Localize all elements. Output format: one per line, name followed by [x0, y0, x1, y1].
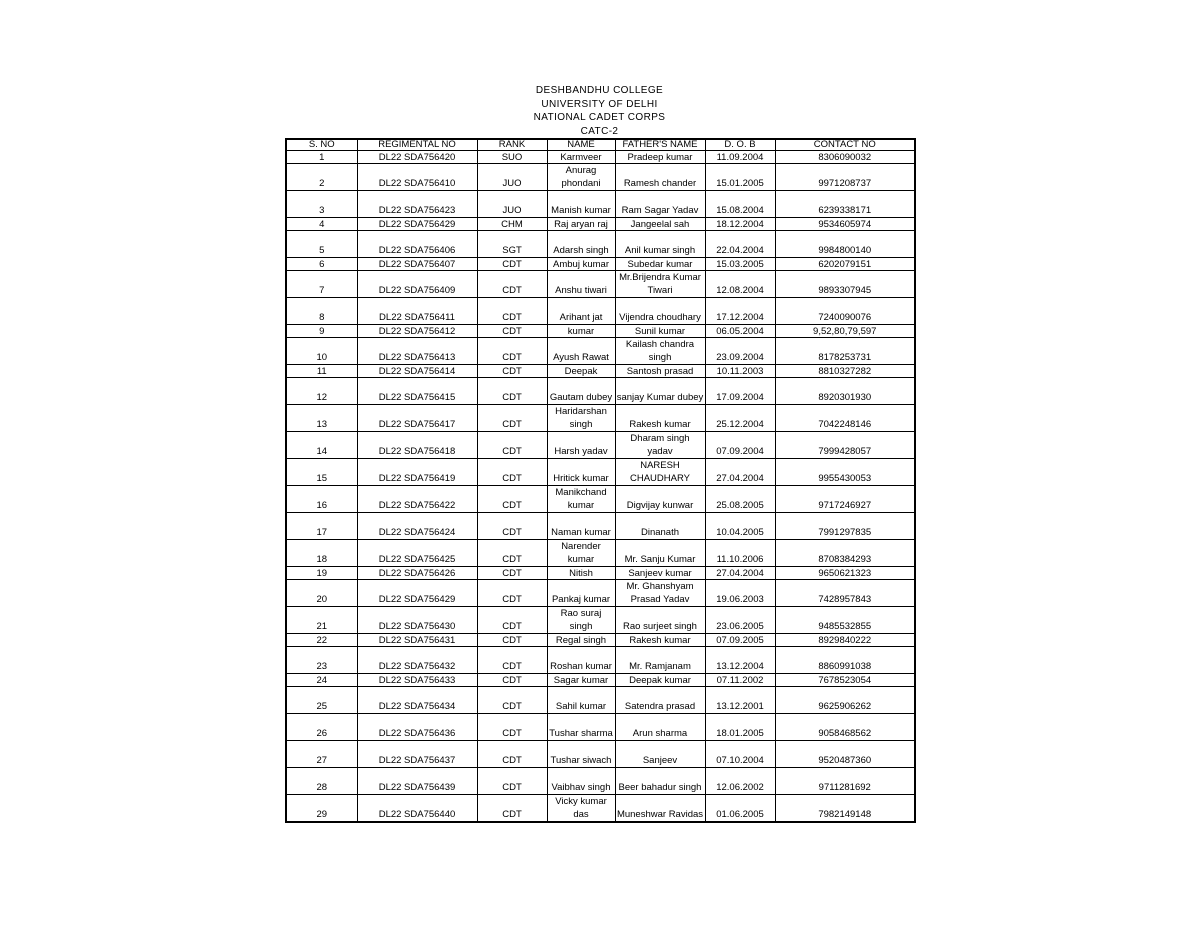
rank-cell: CDT — [477, 768, 547, 795]
fathers-name-cell: Anil kumar singh — [615, 231, 705, 258]
regimental-number-cell: DL22 SDA756418 — [357, 432, 477, 459]
contact-number-cell: 8860991038 — [775, 647, 915, 674]
date-of-birth-cell: 13.12.2001 — [705, 687, 775, 714]
regimental-number-cell: DL22 SDA756413 — [357, 338, 477, 365]
fathers-name-cell: Sanjeev kumar — [615, 567, 705, 580]
rank-cell: JUO — [477, 191, 547, 218]
fathers-name-cell: Rakesh kumar — [615, 405, 705, 432]
fathers-name-cell: Subedar kumar — [615, 258, 705, 271]
cadet-name-cell: Deepak — [547, 365, 615, 378]
rank-cell: CDT — [477, 338, 547, 365]
table-row — [286, 378, 915, 405]
table-row — [286, 191, 915, 218]
contact-number-cell: 8178253731 — [775, 338, 915, 365]
fathers-name-cell: Mr. Ghanshyam Prasad Yadav — [615, 580, 705, 607]
serial-number-cell: 22 — [286, 634, 357, 647]
camp-name: CATC-2 — [580, 125, 619, 137]
fathers-name-cell: sanjay Kumar dubey — [615, 378, 705, 405]
college-name: DESHBANDHU COLLEGE — [535, 85, 664, 96]
contact-number-cell: 9,52,80,79,597 — [775, 325, 915, 338]
fathers-name-cell: Beer bahadur singh — [615, 768, 705, 795]
table-row — [286, 634, 915, 647]
cadet-name-cell: Regal singh — [547, 634, 615, 647]
fathers-name-cell: Satendra prasad — [615, 687, 705, 714]
cadet-name-cell: Anurag phondani — [547, 164, 615, 191]
fathers-name-cell: Muneshwar Ravidas — [615, 795, 705, 823]
table-row — [286, 768, 915, 795]
date-of-birth-cell: 17.09.2004 — [705, 378, 775, 405]
rank-cell: CDT — [477, 634, 547, 647]
fathers-name-cell: Deepak kumar — [615, 674, 705, 687]
regimental-number-cell: DL22 SDA756424 — [357, 513, 477, 540]
contact-number-cell: 9717246927 — [775, 486, 915, 513]
fathers-name-cell: Sanjeev — [615, 741, 705, 768]
university-name: UNIVERSITY OF DELHI — [541, 98, 658, 110]
fathers-name-cell: Digvijay kunwar — [615, 486, 705, 513]
cadet-name-cell: Naman kumar — [547, 513, 615, 540]
contact-number-cell: 7999428057 — [775, 432, 915, 459]
rank-cell: CDT — [477, 567, 547, 580]
table-row — [286, 795, 915, 823]
cadet-name-cell: Harsh yadav — [547, 432, 615, 459]
contact-number-cell: 9485532855 — [775, 607, 915, 634]
fathers-name-cell: NARESH CHAUDHARY — [615, 459, 705, 486]
serial-number-cell: 27 — [286, 741, 357, 768]
date-of-birth-cell: 01.06.2005 — [705, 795, 775, 823]
column-header-fathers-name: FATHER'S NAME — [615, 139, 705, 151]
serial-number-cell: 11 — [286, 365, 357, 378]
fathers-name-cell: Kailash chandra singh — [615, 338, 705, 365]
fathers-name-cell: Vijendra choudhary — [615, 298, 705, 325]
rank-cell: CDT — [477, 687, 547, 714]
cadet-name-cell: Vicky kumar das — [547, 795, 615, 823]
date-of-birth-cell: 12.06.2002 — [705, 768, 775, 795]
serial-number-cell: 6 — [286, 258, 357, 271]
table-row — [286, 607, 915, 634]
contact-number-cell: 9520487360 — [775, 741, 915, 768]
date-of-birth-cell: 11.09.2004 — [705, 151, 775, 164]
table-row — [286, 513, 915, 540]
serial-number-cell: 28 — [286, 768, 357, 795]
cadet-name-cell: Manish kumar — [547, 191, 615, 218]
document-header — [285, 84, 914, 138]
rank-cell: CDT — [477, 271, 547, 298]
column-header-name: NAME — [547, 139, 615, 151]
date-of-birth-cell: 18.12.2004 — [705, 218, 775, 231]
regimental-number-cell: DL22 SDA756419 — [357, 459, 477, 486]
table-row — [286, 687, 915, 714]
regimental-number-cell: DL22 SDA756410 — [357, 164, 477, 191]
column-header-dob: D. O. B — [705, 139, 775, 151]
serial-number-cell: 19 — [286, 567, 357, 580]
date-of-birth-cell: 10.04.2005 — [705, 513, 775, 540]
serial-number-cell: 15 — [286, 459, 357, 486]
date-of-birth-cell: 22.04.2004 — [705, 231, 775, 258]
regimental-number-cell: DL22 SDA756433 — [357, 674, 477, 687]
fathers-name-cell: Sunil kumar — [615, 325, 705, 338]
cadet-name-cell: Roshan kumar — [547, 647, 615, 674]
serial-number-cell: 2 — [286, 164, 357, 191]
rank-cell: JUO — [477, 164, 547, 191]
fathers-name-cell: Mr. Sanju Kumar — [615, 540, 705, 567]
contact-number-cell: 9971208737 — [775, 164, 915, 191]
regimental-number-cell: DL22 SDA756434 — [357, 687, 477, 714]
fathers-name-cell: Pradeep kumar — [615, 151, 705, 164]
rank-cell: CDT — [477, 795, 547, 823]
contact-number-cell: 9650621323 — [775, 567, 915, 580]
regimental-number-cell: DL22 SDA756425 — [357, 540, 477, 567]
date-of-birth-cell: 19.06.2003 — [705, 580, 775, 607]
cadet-name-cell: Tushar siwach — [547, 741, 615, 768]
rank-cell: CDT — [477, 378, 547, 405]
fathers-name-cell: Ramesh chander — [615, 164, 705, 191]
cadet-name-cell: Adarsh singh — [547, 231, 615, 258]
rank-cell: CDT — [477, 258, 547, 271]
table-row — [286, 271, 915, 298]
fathers-name-cell: Mr. Ramjanam — [615, 647, 705, 674]
serial-number-cell: 24 — [286, 674, 357, 687]
serial-number-cell: 14 — [286, 432, 357, 459]
serial-number-cell: 20 — [286, 580, 357, 607]
contact-number-cell: 9534605974 — [775, 218, 915, 231]
serial-number-cell: 17 — [286, 513, 357, 540]
serial-number-cell: 18 — [286, 540, 357, 567]
date-of-birth-cell: 15.03.2005 — [705, 258, 775, 271]
cadet-name-cell: Sahil kumar — [547, 687, 615, 714]
rank-cell: CDT — [477, 486, 547, 513]
date-of-birth-cell: 15.01.2005 — [705, 164, 775, 191]
regimental-number-cell: DL22 SDA756436 — [357, 714, 477, 741]
date-of-birth-cell: 11.10.2006 — [705, 540, 775, 567]
cadet-name-cell: Hritick kumar — [547, 459, 615, 486]
date-of-birth-cell: 25.12.2004 — [705, 405, 775, 432]
date-of-birth-cell: 07.09.2005 — [705, 634, 775, 647]
date-of-birth-cell: 27.04.2004 — [705, 567, 775, 580]
contact-number-cell: 7428957843 — [775, 580, 915, 607]
cadet-name-cell: Raj aryan raj — [547, 218, 615, 231]
regimental-number-cell: DL22 SDA756431 — [357, 634, 477, 647]
cadet-name-cell: Manikchand kumar — [547, 486, 615, 513]
serial-number-cell: 12 — [286, 378, 357, 405]
date-of-birth-cell: 13.12.2004 — [705, 647, 775, 674]
date-of-birth-cell: 15.08.2004 — [705, 191, 775, 218]
table-row — [286, 741, 915, 768]
contact-number-cell: 9711281692 — [775, 768, 915, 795]
rank-cell: CDT — [477, 741, 547, 768]
date-of-birth-cell: 27.04.2004 — [705, 459, 775, 486]
date-of-birth-cell: 07.10.2004 — [705, 741, 775, 768]
table-row — [286, 325, 915, 338]
date-of-birth-cell: 07.11.2002 — [705, 674, 775, 687]
regimental-number-cell: DL22 SDA756437 — [357, 741, 477, 768]
column-header-contact-no: CONTACT NO — [775, 139, 915, 151]
regimental-number-cell: DL22 SDA756430 — [357, 607, 477, 634]
table-row — [286, 338, 915, 365]
fathers-name-cell: Arun sharma — [615, 714, 705, 741]
serial-number-cell: 23 — [286, 647, 357, 674]
table-row — [286, 580, 915, 607]
cadet-name-cell: Arihant jat — [547, 298, 615, 325]
contact-number-cell: 6239338171 — [775, 191, 915, 218]
regimental-number-cell: DL22 SDA756439 — [357, 768, 477, 795]
date-of-birth-cell: 18.01.2005 — [705, 714, 775, 741]
table-row — [286, 540, 915, 567]
header-row — [286, 139, 915, 151]
cadet-name-cell: Ayush Rawat — [547, 338, 615, 365]
rank-cell: CDT — [477, 674, 547, 687]
regimental-number-cell: DL22 SDA756420 — [357, 151, 477, 164]
contact-number-cell: 7991297835 — [775, 513, 915, 540]
table-row — [286, 231, 915, 258]
regimental-number-cell: DL22 SDA756417 — [357, 405, 477, 432]
cadet-name-cell: Pankaj kumar — [547, 580, 615, 607]
column-header-sno: S. NO — [286, 139, 357, 151]
rank-cell: CDT — [477, 540, 547, 567]
cadet-name-cell: Anshu tiwari — [547, 271, 615, 298]
contact-number-cell: 7042248146 — [775, 405, 915, 432]
table-row — [286, 567, 915, 580]
serial-number-cell: 26 — [286, 714, 357, 741]
rank-cell: CDT — [477, 405, 547, 432]
regimental-number-cell: DL22 SDA756429 — [357, 580, 477, 607]
table-row — [286, 674, 915, 687]
cadet-name-cell: Nitish — [547, 567, 615, 580]
regimental-number-cell: DL22 SDA756415 — [357, 378, 477, 405]
cadet-name-cell: Rao suraj singh — [547, 607, 615, 634]
serial-number-cell: 4 — [286, 218, 357, 231]
contact-number-cell: 8929840222 — [775, 634, 915, 647]
serial-number-cell: 5 — [286, 231, 357, 258]
serial-number-cell: 16 — [286, 486, 357, 513]
contact-number-cell: 8920301930 — [775, 378, 915, 405]
regimental-number-cell: DL22 SDA756411 — [357, 298, 477, 325]
fathers-name-cell: Rao surjeet singh — [615, 607, 705, 634]
serial-number-cell: 3 — [286, 191, 357, 218]
rank-cell: SUO — [477, 151, 547, 164]
serial-number-cell: 21 — [286, 607, 357, 634]
table-row — [286, 647, 915, 674]
serial-number-cell: 29 — [286, 795, 357, 823]
table-row — [286, 365, 915, 378]
regimental-number-cell: DL22 SDA756440 — [357, 795, 477, 823]
date-of-birth-cell: 07.09.2004 — [705, 432, 775, 459]
cadet-name-cell: Gautam dubey — [547, 378, 615, 405]
table-row — [286, 151, 915, 164]
contact-number-cell: 8306090032 — [775, 151, 915, 164]
contact-number-cell: 7982149148 — [775, 795, 915, 823]
fathers-name-cell: Jangeelal sah — [615, 218, 705, 231]
regimental-number-cell: DL22 SDA756432 — [357, 647, 477, 674]
serial-number-cell: 9 — [286, 325, 357, 338]
rank-cell: SGT — [477, 231, 547, 258]
cadet-name-cell: Haridarshan singh — [547, 405, 615, 432]
column-header-rank: RANK — [477, 139, 547, 151]
roster-body — [286, 151, 915, 823]
date-of-birth-cell: 23.06.2005 — [705, 607, 775, 634]
date-of-birth-cell: 10.11.2003 — [705, 365, 775, 378]
cadet-name-cell: Sagar kumar — [547, 674, 615, 687]
cadet-name-cell: kumar — [547, 325, 615, 338]
serial-number-cell: 25 — [286, 687, 357, 714]
date-of-birth-cell: 23.09.2004 — [705, 338, 775, 365]
rank-cell: CDT — [477, 714, 547, 741]
serial-number-cell: 8 — [286, 298, 357, 325]
rank-cell: CDT — [477, 298, 547, 325]
regimental-number-cell: DL22 SDA756422 — [357, 486, 477, 513]
regimental-number-cell: DL22 SDA756412 — [357, 325, 477, 338]
cadet-name-cell: Vaibhav singh — [547, 768, 615, 795]
rank-cell: CDT — [477, 513, 547, 540]
cadet-roster-table — [285, 138, 916, 823]
rank-cell: CDT — [477, 580, 547, 607]
rank-cell: CHM — [477, 218, 547, 231]
date-of-birth-cell: 06.05.2004 — [705, 325, 775, 338]
table-row — [286, 486, 915, 513]
table-row — [286, 258, 915, 271]
table-row — [286, 218, 915, 231]
table-row — [286, 714, 915, 741]
date-of-birth-cell: 25.08.2005 — [705, 486, 775, 513]
contact-number-cell: 9058468562 — [775, 714, 915, 741]
regimental-number-cell: DL22 SDA756407 — [357, 258, 477, 271]
cadet-name-cell: Narender kumar — [547, 540, 615, 567]
date-of-birth-cell: 12.08.2004 — [705, 271, 775, 298]
fathers-name-cell: Rakesh kumar — [615, 634, 705, 647]
regimental-number-cell: DL22 SDA756409 — [357, 271, 477, 298]
serial-number-cell: 1 — [286, 151, 357, 164]
cadet-name-cell: Ambuj kumar — [547, 258, 615, 271]
regimental-number-cell: DL22 SDA756406 — [357, 231, 477, 258]
contact-number-cell: 7678523054 — [775, 674, 915, 687]
cadet-name-cell: Tushar sharma — [547, 714, 615, 741]
rank-cell: CDT — [477, 459, 547, 486]
contact-number-cell: 8810327282 — [775, 365, 915, 378]
contact-number-cell: 8708384293 — [775, 540, 915, 567]
regimental-number-cell: DL22 SDA756414 — [357, 365, 477, 378]
rank-cell: CDT — [477, 607, 547, 634]
contact-number-cell: 9984800140 — [775, 231, 915, 258]
rank-cell: CDT — [477, 325, 547, 338]
column-header-regimental-no: REGIMENTAL NO — [357, 139, 477, 151]
contact-number-cell: 9955430053 — [775, 459, 915, 486]
contact-number-cell: 9625906262 — [775, 687, 915, 714]
ncc-title: NATIONAL CADET CORPS — [533, 112, 666, 123]
fathers-name-cell: Ram Sagar Yadav — [615, 191, 705, 218]
fathers-name-cell: Dharam singh yadav — [615, 432, 705, 459]
serial-number-cell: 13 — [286, 405, 357, 432]
regimental-number-cell: DL22 SDA756423 — [357, 191, 477, 218]
rank-cell: CDT — [477, 432, 547, 459]
fathers-name-cell: Santosh prasad — [615, 365, 705, 378]
table-row — [286, 405, 915, 432]
serial-number-cell: 10 — [286, 338, 357, 365]
table-row — [286, 459, 915, 486]
regimental-number-cell: DL22 SDA756426 — [357, 567, 477, 580]
regimental-number-cell: DL22 SDA756429 — [357, 218, 477, 231]
fathers-name-cell: Dinanath — [615, 513, 705, 540]
serial-number-cell: 7 — [286, 271, 357, 298]
rank-cell: CDT — [477, 365, 547, 378]
fathers-name-cell: Mr.Brijendra Kumar Tiwari — [615, 271, 705, 298]
contact-number-cell: 7240090076 — [775, 298, 915, 325]
table-row — [286, 432, 915, 459]
contact-number-cell: 9893307945 — [775, 271, 915, 298]
rank-cell: CDT — [477, 647, 547, 674]
contact-number-cell: 6202079151 — [775, 258, 915, 271]
cadet-name-cell: Karmveer — [547, 151, 615, 164]
table-row — [286, 164, 915, 191]
date-of-birth-cell: 17.12.2004 — [705, 298, 775, 325]
table-row — [286, 298, 915, 325]
